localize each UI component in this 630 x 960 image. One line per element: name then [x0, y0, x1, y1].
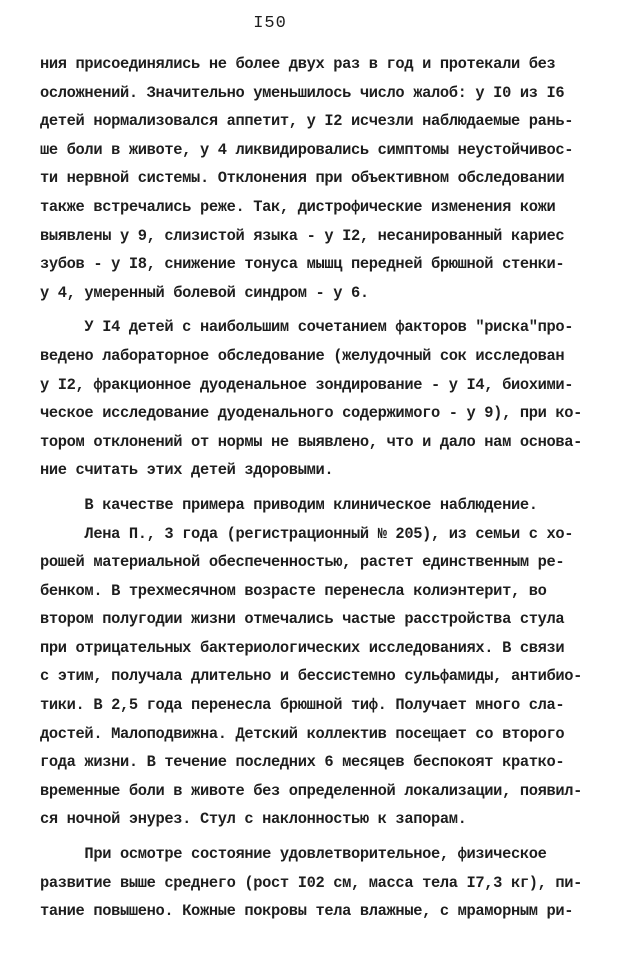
paragraph-start-line: При осмотре состояние удовлетворительное, физическое	[40, 845, 547, 864]
page-number: I50	[253, 14, 287, 33]
text-line: ведено лабораторное обследование (желудочный сок исследован	[40, 346, 565, 365]
text-line: с этим, получала длительно и бессистемно сульфамиды, антибио-	[40, 667, 583, 686]
text-line: у 4, умеренный болевой синдром - у 6.	[40, 283, 369, 302]
text-line: тики. В 2,5 года перенесла брюшной тиф. Получает много сла-	[40, 696, 565, 715]
text-line: года жизни. В течение последних 6 месяцев беспокоят кратко-	[40, 753, 565, 772]
text-line: ческое исследование дуоденального содержимого - у 9), при ко-	[40, 404, 583, 423]
text-line: при отрицательных бактериологических исследованиях. В связи	[40, 638, 565, 657]
text-line: временные боли в животе без определенной локализации, появил-	[40, 781, 583, 800]
body-text	[40, 50, 600, 926]
text-line: тание повышено. Кожные покровы тела влажные, с мраморным ри-	[40, 902, 574, 921]
text-line: детей нормализовался аппетит, у I2 исчезли наблюдаемые рань-	[40, 112, 574, 131]
text-line: ше боли в животе, у 4 ликвидировались симптомы неустойчивос-	[40, 140, 574, 159]
text-line: у I2, фракционное дуоденальное зондирование - у I4, биохими-	[40, 375, 574, 394]
text-line: ния присоединялись не более двух раз в год и протекали без	[40, 55, 556, 73]
text-line: ти нервной системы. Отклонения при объективном обследовании	[40, 169, 565, 188]
text-line: ние считать этих детей здоровыми.	[40, 461, 334, 480]
text-line: рошей материальной обеспеченностью, растет единственным ре-	[40, 553, 565, 572]
paragraph-start-line: В качестве примера приводим клиническое наблюдение.	[40, 495, 538, 514]
text-line: выявлены у 9, слизистой языка - у I2, несанированный кариес	[40, 226, 565, 245]
text-line: достей. Малоподвижна. Детский коллектив посещает со второго	[40, 724, 565, 743]
text-line: осложнений. Значительно уменьшилось число жалоб: у I0 из I6	[40, 83, 565, 102]
text-line: бенком. В трехмесячном возрасте перенесла колиэнтерит, во	[40, 581, 547, 600]
text-line: зубов - у I8, снижение тонуса мышц передней брюшной стенки-	[40, 255, 565, 274]
text-line: ся ночной энурез. Стул с наклонностью к запорам.	[40, 810, 467, 829]
text-line: развитие выше среднего (рост I02 см, масса тела I7,3 кг), пи-	[40, 873, 583, 892]
text-line: также встречались реже. Так, дистрофические изменения кожи	[40, 197, 556, 216]
text-line: втором полугодии жизни отмечались частые расстройства стула	[40, 610, 565, 629]
paragraph-start-line: Лена П., 3 года (регистрационный № 205), из семьи с хо-	[40, 524, 574, 543]
text-line: тором отклонений от нормы не выявлено, что и дало нам основа-	[40, 432, 583, 451]
paragraph-start-line: У I4 детей с наибольшим сочетанием факторов "риска"про-	[40, 318, 574, 337]
